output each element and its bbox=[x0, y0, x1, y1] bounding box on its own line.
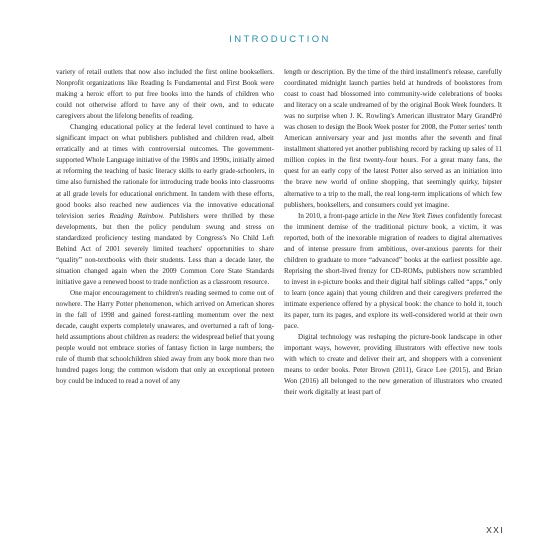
paragraph-text: Publishers were thrilled by these developments, but then the policy pendulum swung and stress on standardized proficiency testing mandated by Congress's No Child Left Behind Act of 2001 severely limited teachers' opportunities to share “quality” non-textbooks with their students. Less than a decade later, the situation changed again when the 2009 Common Core State Standards initiative gave a renewed boost to trade nonfiction as a classroom resource. bbox=[56, 211, 274, 286]
paragraph bbox=[56, 122, 274, 288]
paragraph-text: Changing educational policy at the federal level continued to have a significant impact on what publishers published and children read, albeit erratically and at times with controversial outcomes. The government-supported Whole Language initiative of the 1980s and 1990s, initially aimed at reforming the teaching of basic literacy skills to early grade-schoolers, in time also furnished the rationale for introducing trade books into classrooms at all grade levels for educational enrichment. In tandem with these efforts, good books also reached new audiences via the innovative educational television series bbox=[56, 123, 274, 220]
italic-title: New York Times bbox=[397, 211, 444, 220]
right-column bbox=[284, 67, 502, 507]
paragraph: length or description. By the time of the third installment's release, carefully coordinated midnight launch parties held at hundreds of bookstores from coast to coast had blossomed into community-wide celebrations of books and literacy on a scale undreamed of by the original Book Week founders. It was no surprise when J. K. Rowling's American illustrator Mary GrandPré was chosen to design the Book Week poster for 2008, the Potter series' tenth American anniversary year and just months after the seventh and final installment shattered yet another publishing record by racking up sales of 11 million copies in the first twenty-four hours. For a great many fans, the quest for an early copy of the latest Potter also served as an initiation into the brave new world of online shopping, that seemingly quirky, hipster alternative to a trip to the mall, the real long-term implications of which few publishers, booksellers, and consumers could yet imagine. bbox=[284, 68, 502, 209]
paragraph-text: In 2010, a front-page article in the bbox=[298, 211, 398, 220]
paragraph: variety of retail outlets that now also included the first online booksellers. Nonprofit organizations like Reading Is Fundamental and First Book were making a heroic effort to put free books into the hands of children who could not otherwise afford to have any of their own, and to educate caregivers about the lifelong benefits of reading. bbox=[56, 68, 274, 121]
running-head: INTRODUCTION bbox=[229, 34, 331, 45]
italic-title: Reading Rainbow. bbox=[109, 211, 165, 220]
paragraph-text: confidently forecast the imminent demise of the traditional picture book, a victim, it was reported, both of the inexorable migration of readers to digital alternatives and of intense pressure from ambitious, over-anxious parents for their children to graduate to more “advanced” books at the earliest possible age. Reprising the short-lived frenzy for CD-ROMs, publishers now scrambled to invest in e-picture books and their digital half siblings called “apps,” only to learn (once again) that young children and their caregivers preferred the intimate experience offered by a physical book: the chance to hold it, touch its paper, turn its pages, and explore its well-considered world at their own pace. bbox=[284, 211, 502, 331]
page-number: XXI bbox=[486, 525, 504, 535]
paragraph: One major encouragement to children's reading seemed to come out of nowhere. The Harry Potter phenomenon, which arrived on American shores in the fall of 1998 and gained forest-rattling momentum over the next decade, caught experts completely unawares, and overturned a raft of long-held assumptions about children as readers: the widespread belief that young people would not embrace stories of fantasy fiction in large numbers; the rule of thumb that schoolchildren shied away from any book more than two hundred pages long; the common wisdom that only an exceptional preteen boy could be induced to read a novel of any bbox=[56, 288, 274, 386]
body-text bbox=[56, 67, 502, 507]
left-column bbox=[56, 67, 274, 507]
paragraph bbox=[284, 211, 502, 333]
paragraph: Digital technology was reshaping the picture-book landscape in other important ways, however, providing illustrators with effective new tools with which to create and deliver their art, and shoppers with a convenient means to order books. Peter Brown (2011), Grace Lee (2015), and Brian Won (2016) all belonged to the new generation of illustrators who created their work digitally at least part of bbox=[284, 333, 502, 397]
